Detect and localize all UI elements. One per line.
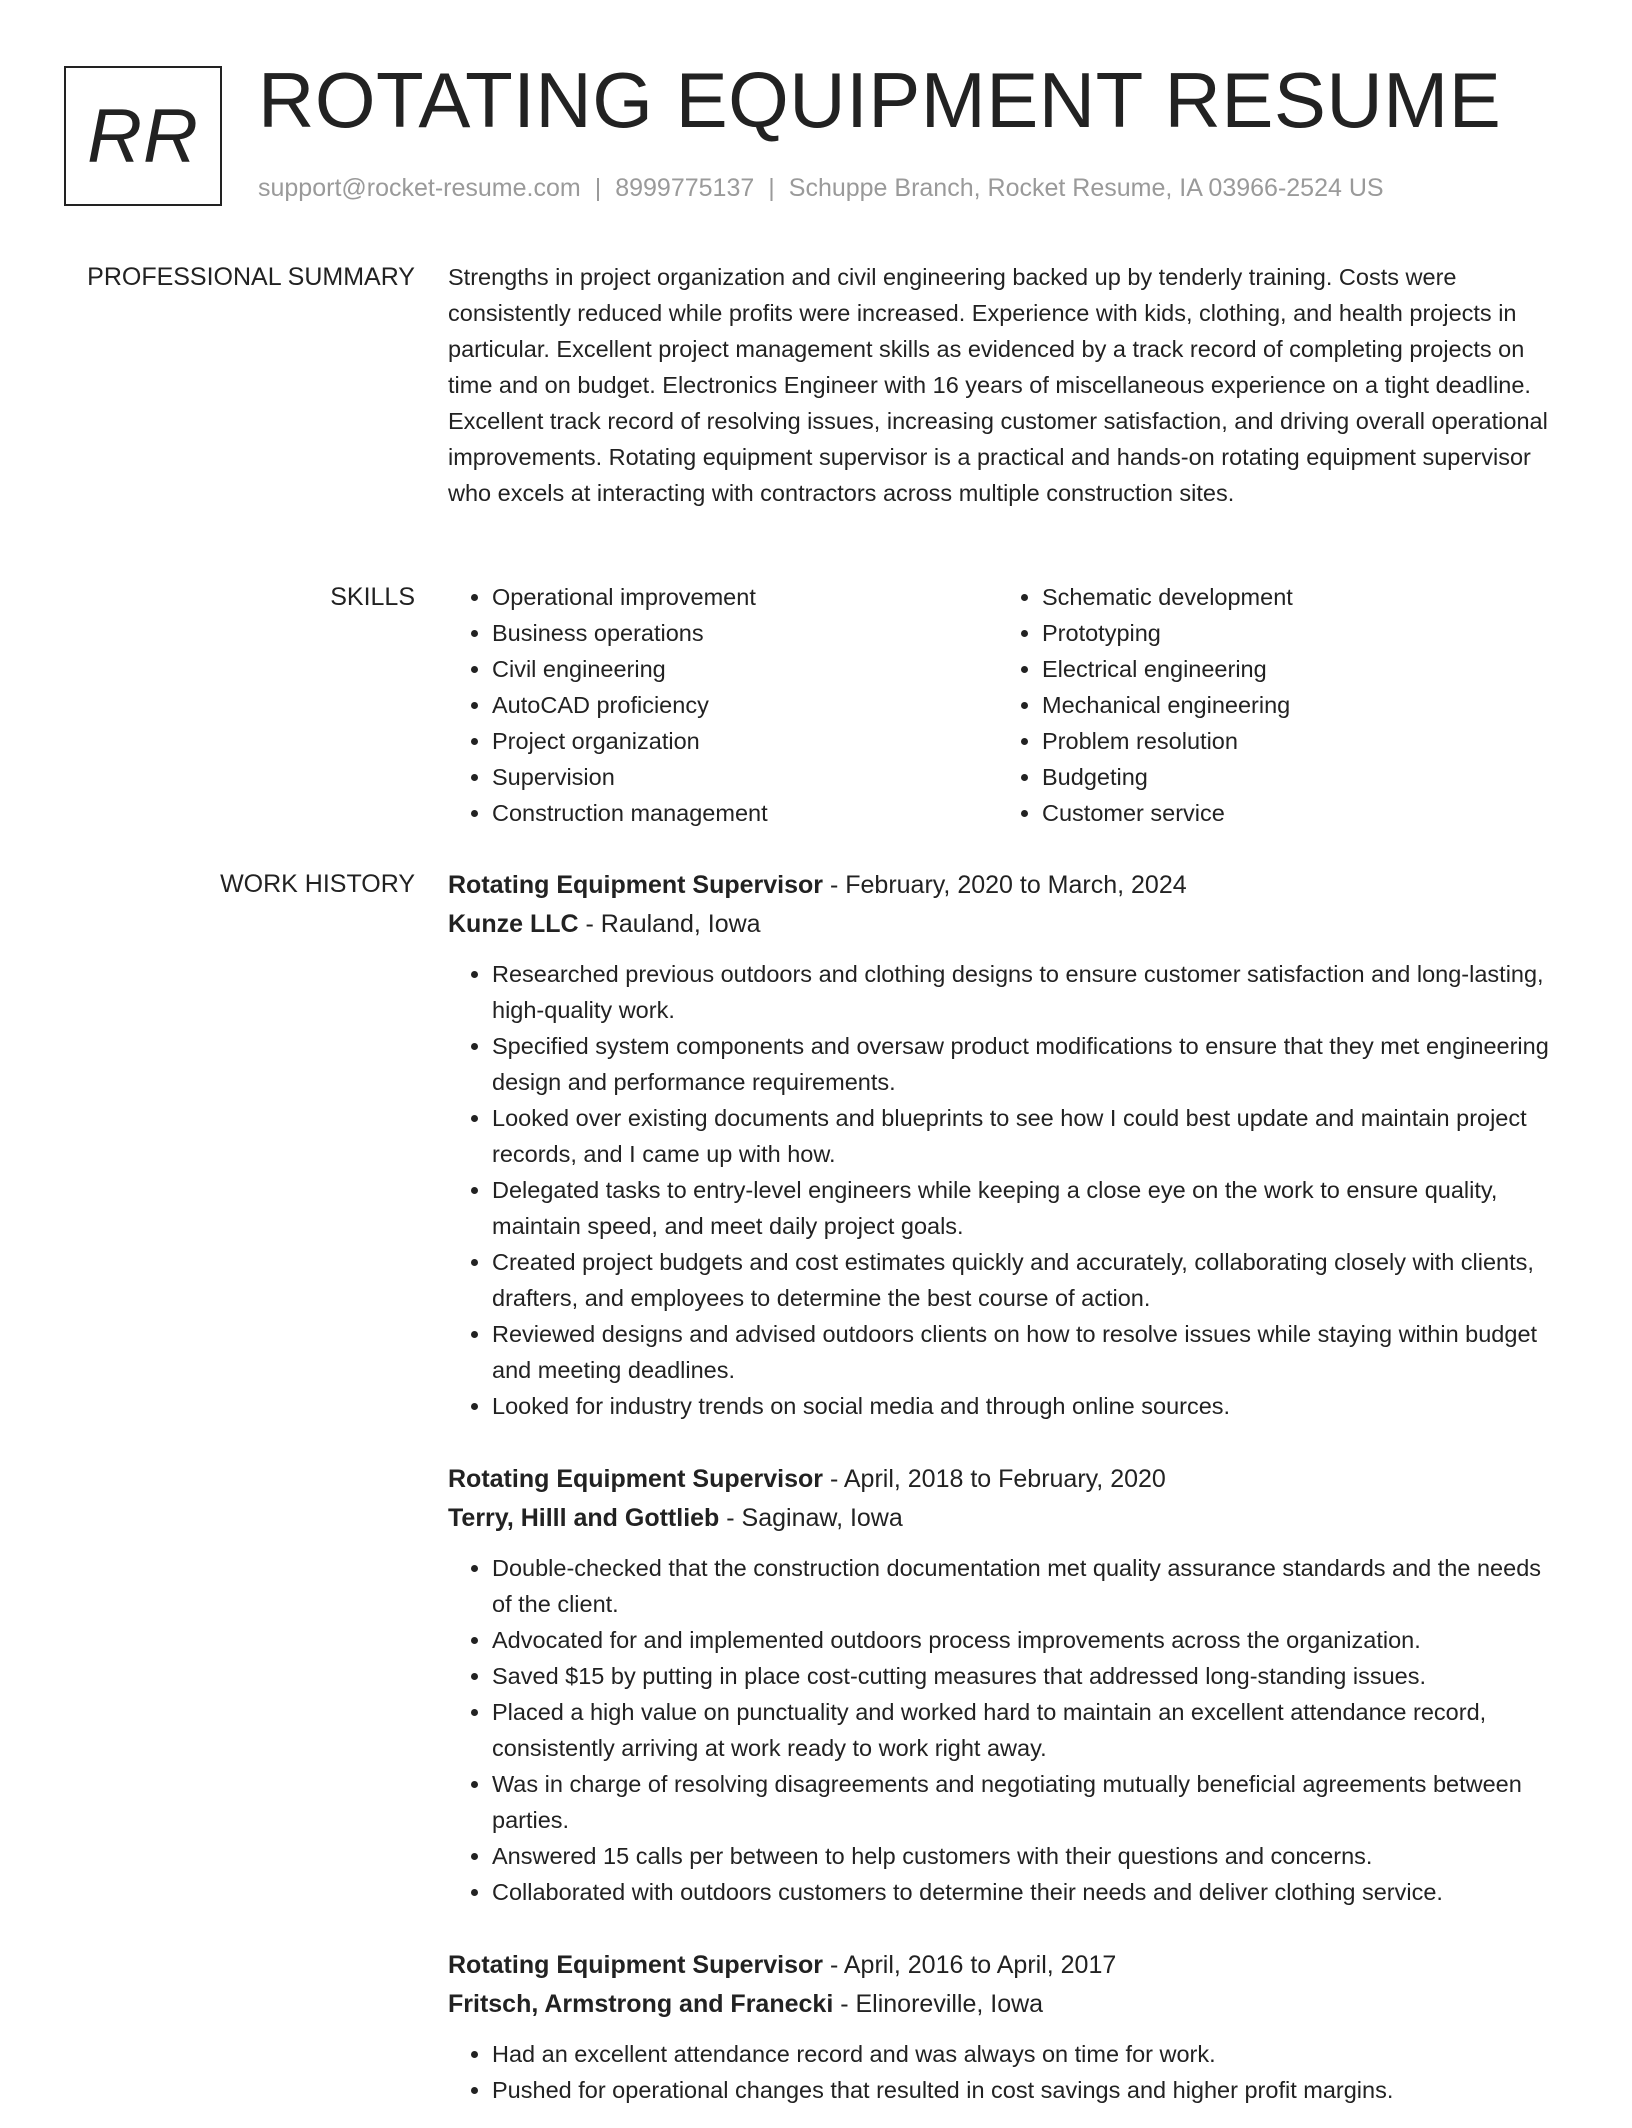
skills-body (448, 579, 1560, 831)
job-bullet: • Specified system components and oversaw product modifications to ensure that they met engineering design and performance requirements. (492, 1028, 1560, 1100)
job-bullets (448, 1550, 1560, 1910)
skill-item: • Budgeting (1042, 759, 1548, 795)
job-title: Rotating Equipment Supervisor (448, 1951, 824, 1979)
contact-email[interactable]: support@rocket-resume.com (258, 174, 581, 202)
skill-item: • Electrical engineering (1042, 651, 1548, 687)
job-entry (448, 866, 1560, 1424)
skill-item: • Customer service (1042, 795, 1548, 831)
job-title-line (448, 866, 1560, 905)
job-company: Fritsch, Armstrong and Franecki (448, 1990, 834, 2018)
job-company: Kunze LLC (448, 910, 579, 938)
resume-title: ROTATING EQUIPMENT RESUME (258, 56, 1502, 144)
job-bullet: • Researched previous outdoors and clothing designs to ensure customer satisfaction and long-lasting, high-quality work. (492, 956, 1560, 1028)
skill-item: • Civil engineering (492, 651, 998, 687)
job-title: Rotating Equipment Supervisor (448, 871, 824, 899)
skill-item: • Operational improvement (492, 579, 998, 615)
job-entry (448, 1946, 1560, 2108)
skill-item: • Mechanical engineering (1042, 687, 1548, 723)
job-bullet: • Collaborated with outdoors customers to determine their needs and deliver clothing service. (492, 1874, 1560, 1910)
job-title-line (448, 1946, 1560, 1985)
skill-item: • AutoCAD proficiency (492, 687, 998, 723)
summary-text: Strengths in project organization and civil engineering backed up by tenderly training. Costs were consistently reduced while profits were increased. Experience with kids, clothing, and health projects in particular. Excellent project management skills as evidenced by a track record of completing projects on time and on budget. Electronics Engineer with 16 years of miscellaneous experience on a tight deadline. Excellent track record of resolving issues, increasing customer satisfaction, and driving overall operational improvements. Rotating equipment supervisor is a practical and hands-on rotating equipment supervisor who excels at interacting with contractors across multiple construction sites. (448, 264, 1548, 506)
skill-item: • Problem resolution (1042, 723, 1548, 759)
skill-item: • Construction management (492, 795, 998, 831)
job-bullet: • Was in charge of resolving disagreements and negotiating mutually beneficial agreements between parties. (492, 1766, 1560, 1838)
skill-item: • Prototyping (1042, 615, 1548, 651)
skills-list-right (998, 579, 1548, 831)
job-bullet: • Placed a high value on punctuality and worked hard to maintain an excellent attendance record, consistently arriving at work ready to work right away. (492, 1694, 1560, 1766)
job-title-line (448, 1460, 1560, 1499)
work-history-body (448, 866, 1560, 2128)
summary-body (448, 259, 1560, 511)
job-bullet: • Double-checked that the construction documentation met quality assurance standards and the needs of the client. (492, 1550, 1560, 1622)
job-entry (448, 1460, 1560, 1910)
job-company-line (448, 905, 1560, 944)
contact-separator: | (768, 174, 775, 202)
job-location: - Elinoreville, Iowa (833, 1990, 1044, 2018)
job-bullets (448, 956, 1560, 1424)
job-company-line (448, 1985, 1560, 2024)
job-bullet: • Saved $15 by putting in place cost-cutting measures that addressed long-standing issues. (492, 1658, 1560, 1694)
job-title: Rotating Equipment Supervisor (448, 1465, 824, 1493)
contact-phone[interactable]: 8999775137 (615, 174, 755, 202)
job-dates: - February, 2020 to March, 2024 (823, 871, 1187, 899)
skill-item: • Schematic development (1042, 579, 1548, 615)
job-bullet: • Looked over existing documents and blueprints to see how I could best update and maintain project records, and I came up with how. (492, 1100, 1560, 1172)
monogram-logo: RR (64, 66, 222, 206)
job-bullet: • Reviewed designs and advised outdoors clients on how to resolve issues while staying within budget and meeting deadlines. (492, 1316, 1560, 1388)
skill-item: • Supervision (492, 759, 998, 795)
job-dates: - April, 2016 to April, 2017 (823, 1951, 1117, 1979)
job-bullets (448, 2036, 1560, 2108)
job-company: Terry, Hilll and Gottlieb (448, 1504, 720, 1532)
skills-heading: SKILLS (330, 583, 415, 611)
job-bullet: • Pushed for operational changes that resulted in cost savings and higher profit margins. (492, 2072, 1560, 2108)
job-bullet: • Had an excellent attendance record and was always on time for work. (492, 2036, 1560, 2072)
job-bullet: • Looked for industry trends on social media and through online sources. (492, 1388, 1560, 1424)
job-bullet: • Advocated for and implemented outdoors process improvements across the organization. (492, 1622, 1560, 1658)
contact-address: Schuppe Branch, Rocket Resume, IA 03966-2524 US (788, 174, 1384, 202)
job-bullet: • Answered 15 calls per between to help customers with their questions and concerns. (492, 1838, 1560, 1874)
contact-separator: | (594, 174, 602, 202)
contact-line (258, 174, 1384, 203)
summary-heading: PROFESSIONAL SUMMARY (87, 263, 415, 291)
job-bullet: • Delegated tasks to entry-level engineers while keeping a close eye on the work to ensure quality, maintain speed, and meet daily project goals. (492, 1172, 1560, 1244)
skills-list-left (448, 579, 998, 831)
job-location: - Rauland, Iowa (578, 910, 761, 938)
job-dates: - April, 2018 to February, 2020 (823, 1465, 1166, 1493)
skill-item: • Business operations (492, 615, 998, 651)
job-company-line (448, 1499, 1560, 1538)
job-bullet: • Created project budgets and cost estimates quickly and accurately, collaborating closely with clients, drafters, and employees to determine the best course of action. (492, 1244, 1560, 1316)
job-location: - Saginaw, Iowa (719, 1504, 903, 1532)
work-history-heading: WORK HISTORY (220, 870, 415, 898)
skill-item: • Project organization (492, 723, 998, 759)
